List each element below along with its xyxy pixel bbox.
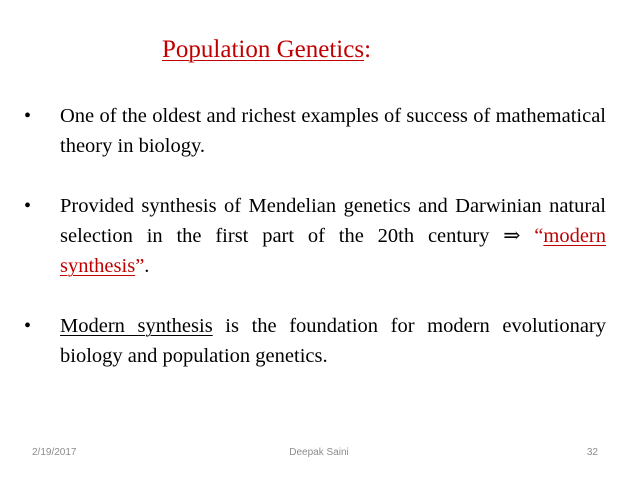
modern-synthesis-term: Modern synthesis (60, 315, 213, 337)
bullet-marker: • (24, 105, 32, 127)
bullet-2-text: Provided synthesis of Mendelian genetics and Darwinian natural selection in the first part of the 20th century (60, 195, 606, 247)
slide-title-colon: : (364, 36, 372, 63)
slide-title (162, 34, 371, 66)
bullet-3-text: is the foundation for modern evolutionary biology and population genetics. (60, 315, 607, 367)
bullet-1-text: One of the oldest and richest examples of success of mathematical theory in biology. (60, 105, 606, 157)
footer-date: 2/19/2017 (32, 447, 77, 458)
open-quote: “ (534, 225, 544, 247)
modern-synthesis-highlight: modern synthesis (60, 225, 607, 277)
close-quote: ” (135, 255, 145, 277)
bullet-marker: • (24, 315, 32, 337)
bullet-marker: • (24, 195, 32, 217)
bullet-item-3 (24, 311, 606, 371)
implies-arrow: ⇒ (503, 225, 521, 247)
bullet-2-end: . (144, 255, 150, 277)
footer-page-number: 32 (586, 447, 598, 458)
bullet-list (24, 101, 606, 371)
footer-author: Deepak Saini (289, 447, 349, 458)
slide-title-text: Population Genetics (162, 36, 365, 63)
bullet-item-1 (24, 101, 606, 161)
bullet-item-2 (24, 191, 606, 281)
